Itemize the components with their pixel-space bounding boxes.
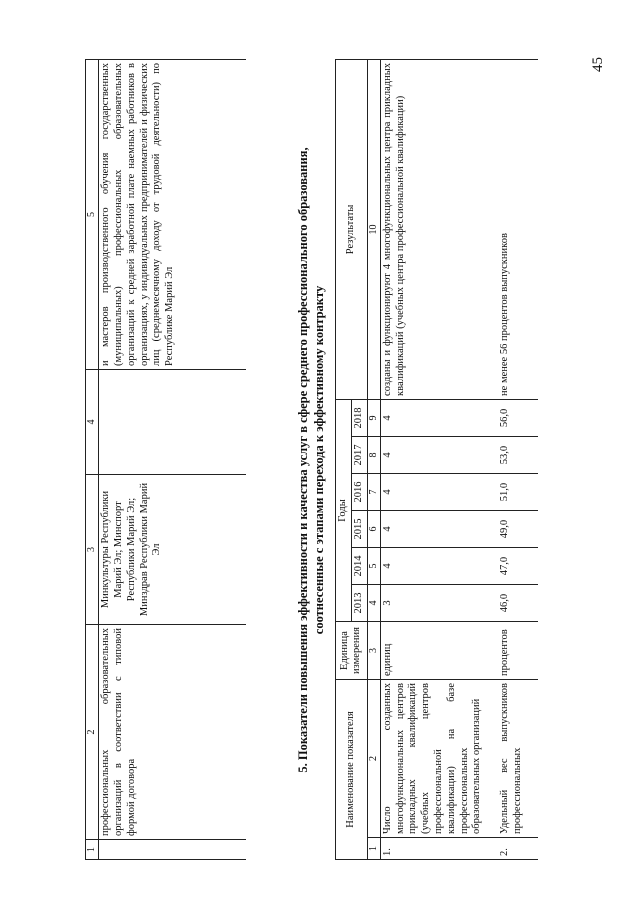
indicator-name: Удельный вес выпускников профессиональных: [498, 680, 538, 838]
year-value: 4: [380, 511, 498, 548]
row-number: 1.: [380, 838, 498, 860]
table2-colnum: 3: [367, 622, 380, 680]
table-row: [380, 59, 498, 859]
table2-colnum: 2: [367, 680, 380, 838]
table2-colnum: 9: [367, 399, 380, 436]
table2-colnum: 6: [367, 511, 380, 548]
table1-colnum: 4: [86, 370, 99, 475]
table1-colnum: 1: [86, 840, 99, 860]
table2-header-row-1: [336, 59, 352, 859]
table1-colnum: 5: [86, 60, 99, 370]
section-title-line1: 5. Показатели повышения эффективности и качества услуг в сфере среднего профессионального образования,: [296, 147, 310, 773]
years-header: Годы: [336, 399, 352, 621]
table1-colnum: 2: [86, 625, 99, 840]
year-value: 4: [380, 399, 498, 436]
section-title-line2: соотнесенные с этапами перехода к эффективному контракту: [312, 285, 327, 635]
year-value: 4: [380, 548, 498, 585]
year-value: 3: [380, 585, 498, 622]
row-number: 2.: [498, 838, 538, 860]
year-value: 49,0: [498, 511, 538, 548]
table2-colnum: 8: [367, 437, 380, 474]
table2-colnum: 7: [367, 474, 380, 511]
year-header: 2014: [351, 548, 367, 585]
year-value: 56,0: [498, 399, 538, 436]
table-row: [498, 59, 538, 859]
year-value: 4: [380, 437, 498, 474]
unit-value: единиц: [380, 622, 498, 680]
table1-cell-3: Минкультуры Республики Марий Эл; Минспорт Республики Марий Эл; Минздрав Республики Марий Эл: [99, 475, 247, 625]
table1-colnum: 3: [86, 475, 99, 625]
unit-header: Единица измерения: [336, 622, 368, 680]
year-value: 53,0: [498, 437, 538, 474]
table2-number-row: [367, 59, 380, 859]
page-number: 45: [590, 57, 606, 72]
table1-row: [99, 60, 247, 860]
table2-colnum: 10: [367, 59, 380, 399]
year-header: 2016: [351, 474, 367, 511]
indicators-table: [335, 59, 538, 860]
result-text: созданы и функционируют 4 многофункциональных центра прикладных квалификаций (учебных центра профессиональной квалификации): [380, 59, 498, 399]
year-value: 47,0: [498, 548, 538, 585]
result-text: не менее 56 процентов выпускников: [498, 59, 538, 399]
table1-cell-1: [99, 840, 247, 860]
table2-colnum: 5: [367, 548, 380, 585]
continued-table: [85, 59, 246, 860]
year-value: 46,0: [498, 585, 538, 622]
year-value: 51,0: [498, 474, 538, 511]
year-header: 2013: [351, 585, 367, 622]
table2-colnum: 1: [367, 838, 380, 860]
landscape-sheet: [85, 40, 625, 860]
year-value: 4: [380, 474, 498, 511]
year-header: 2018: [351, 399, 367, 436]
table1-cell-5: и мастеров производственного обучения государственных (муниципальных) профессиональных образовательных организаций к средней заработной плате наемных работников в организациях, у индивидуальных предпринимателей и физических лиц (среднемесячному доходу от трудовой деятельности) по Республике Марий Эл: [99, 60, 247, 370]
unit-value: процентов: [498, 622, 538, 680]
table1-cell-4: [99, 370, 247, 475]
year-header: 2015: [351, 511, 367, 548]
section-5-title: [295, 60, 328, 860]
indicator-name: Число созданных многофункциональных центров прикладных квалификаций (учебных центров профессиональной квалификации) на базе профессиональных образовательных организаций: [380, 680, 498, 838]
year-header: 2017: [351, 437, 367, 474]
indicator-name-header: Наименование показателя: [336, 680, 368, 860]
table1-number-row: [86, 60, 99, 860]
results-header: Результаты: [336, 59, 368, 399]
table1-cell-2: профессиональных образовательных организаций в соответствии с типовой формой договора: [99, 625, 247, 840]
table2-colnum: 4: [367, 585, 380, 622]
